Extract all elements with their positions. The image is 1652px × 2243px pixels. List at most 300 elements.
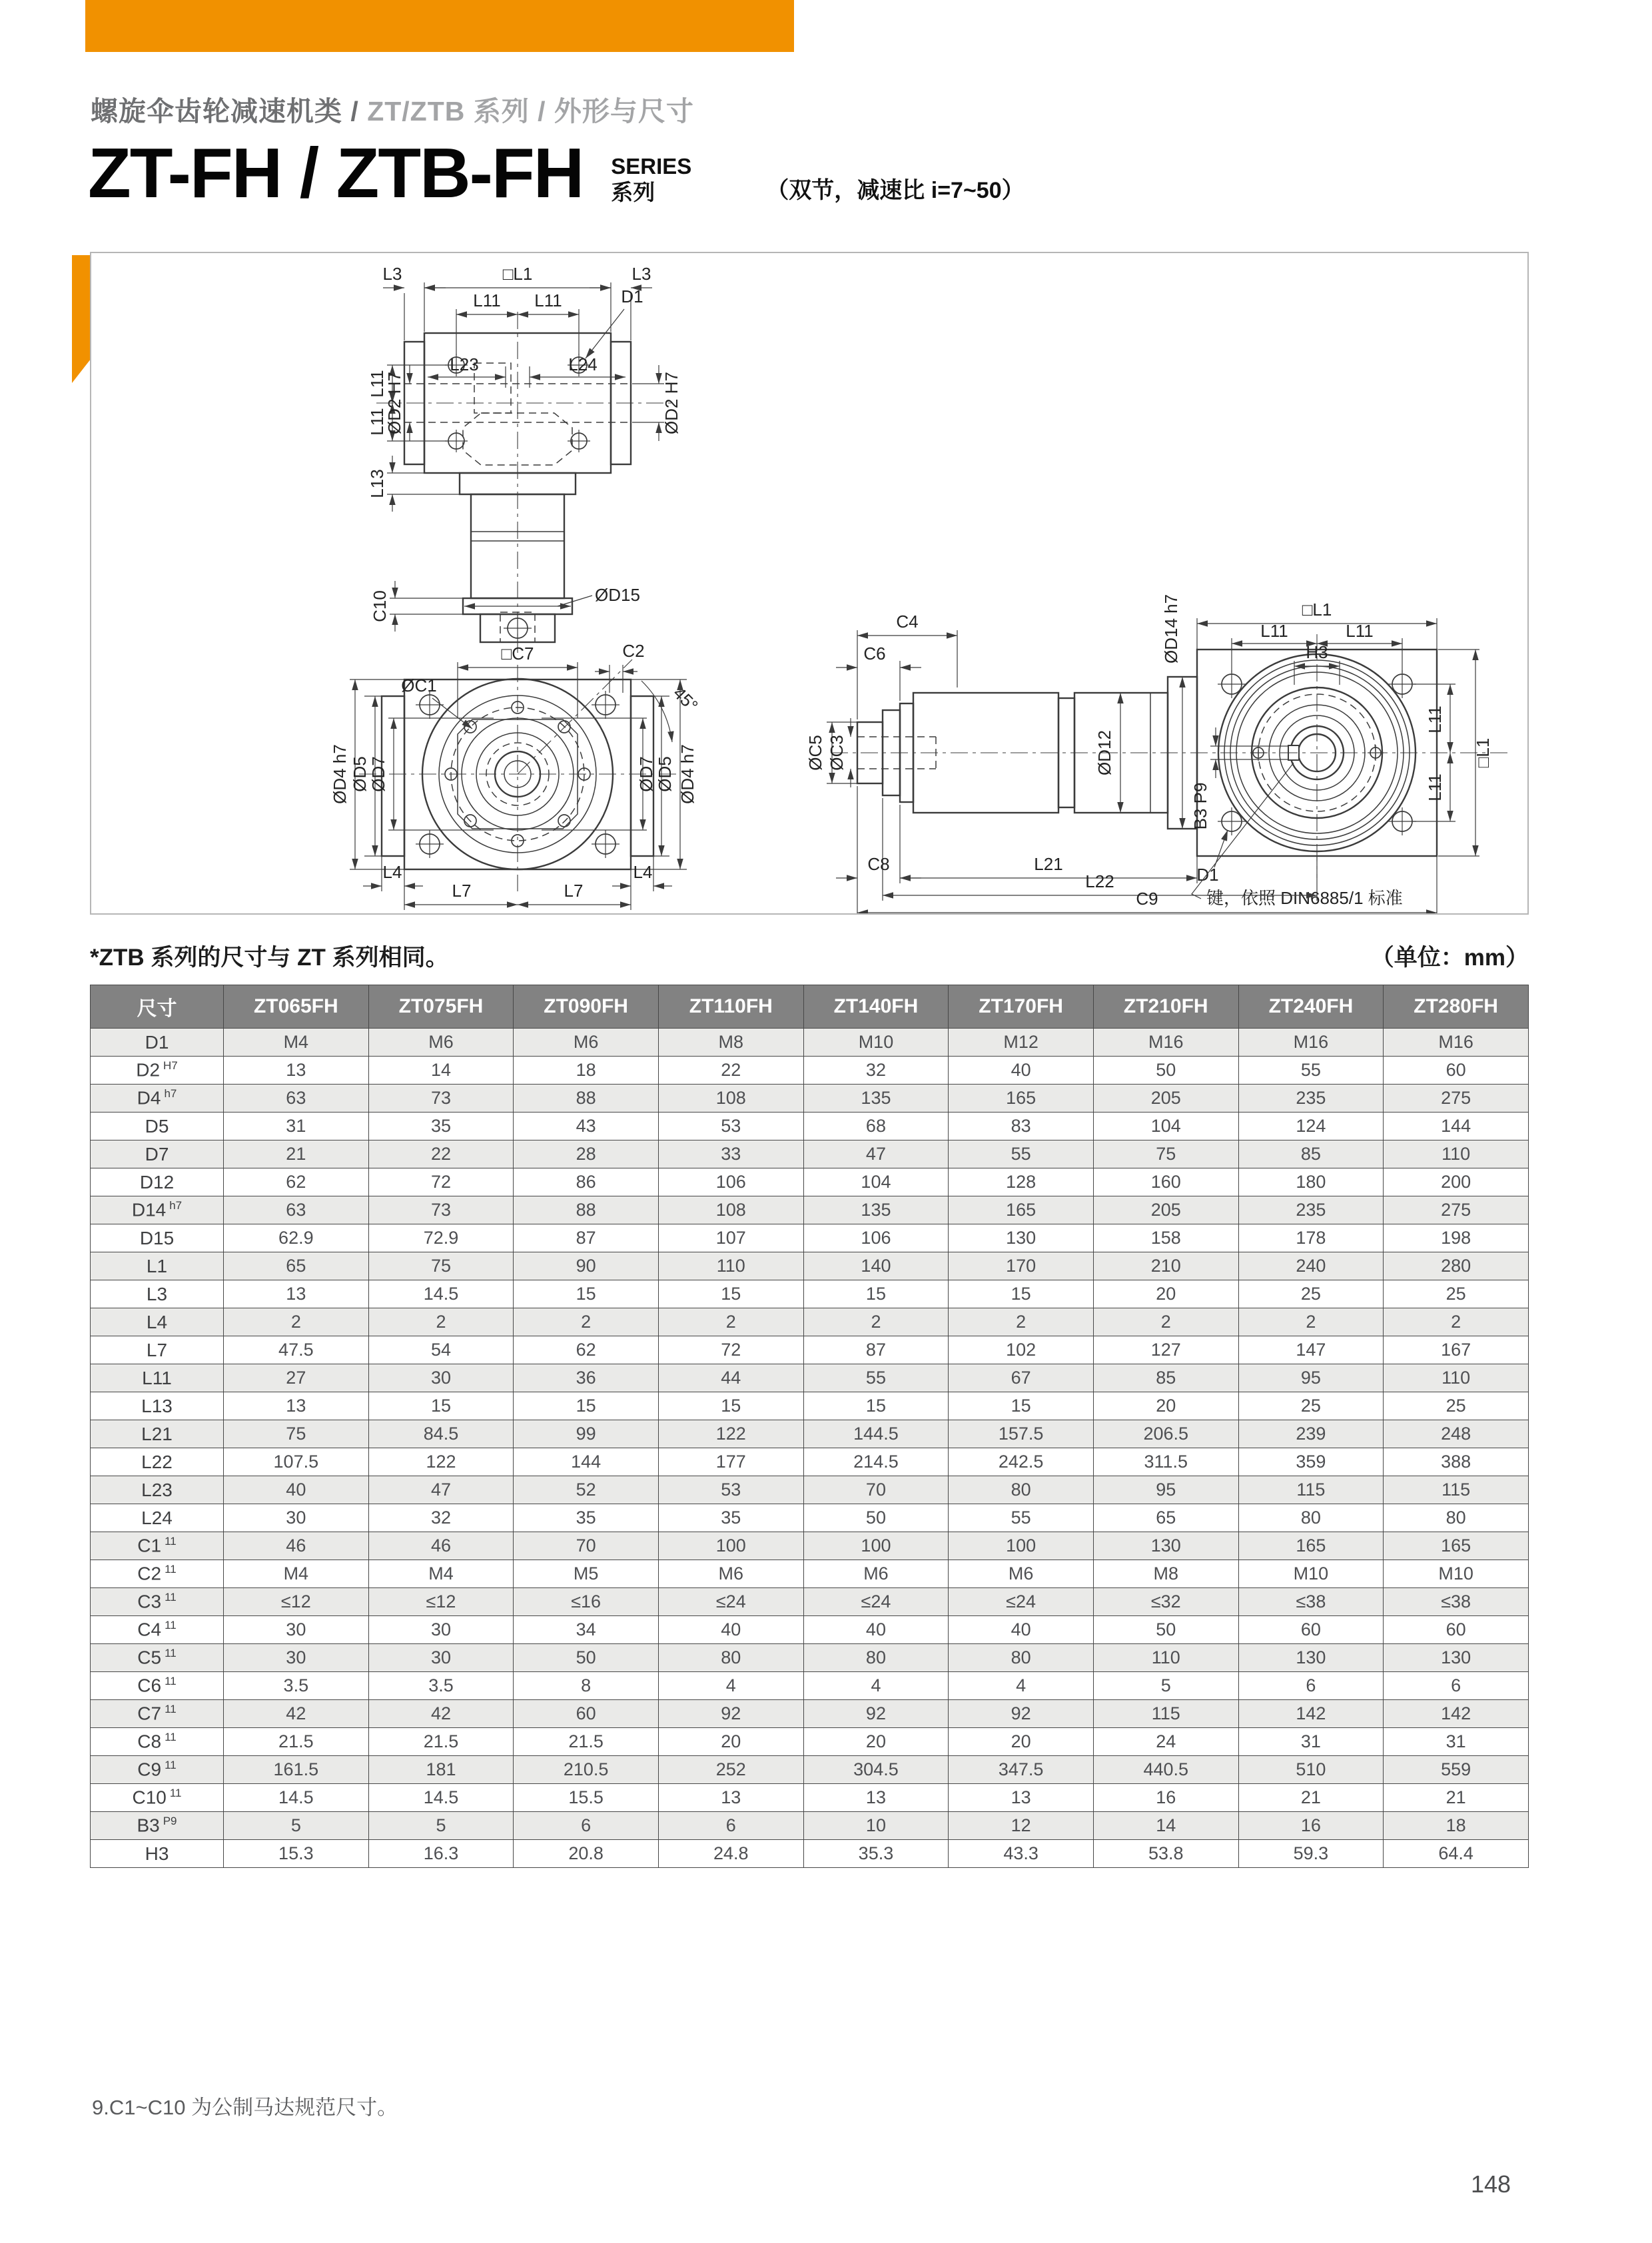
- value-cell: 53: [658, 1113, 803, 1140]
- dim-label-l24: L24: [568, 354, 598, 374]
- value-cell: 35: [658, 1504, 803, 1532]
- value-cell: M6: [949, 1560, 1094, 1588]
- value-cell: 32: [368, 1504, 514, 1532]
- value-cell: 104: [1093, 1113, 1238, 1140]
- value-cell: 52: [514, 1476, 659, 1504]
- value-cell: 181: [368, 1756, 514, 1784]
- value-cell: 6: [1384, 1672, 1529, 1700]
- column-header: ZT280FH: [1384, 985, 1529, 1029]
- value-cell: 47.5: [224, 1336, 369, 1364]
- column-header: ZT075FH: [368, 985, 514, 1029]
- value-cell: 2: [514, 1308, 659, 1336]
- value-cell: 115: [1238, 1476, 1384, 1504]
- dim-label-b3: B3 P9: [1190, 782, 1210, 830]
- value-cell: 65: [1093, 1504, 1238, 1532]
- row-label-suffix: P9: [163, 1815, 177, 1828]
- value-cell: 13: [224, 1057, 369, 1085]
- value-cell: 13: [803, 1784, 949, 1812]
- value-cell: 158: [1093, 1224, 1238, 1252]
- breadcrumb: [91, 89, 694, 129]
- row-label: D1: [91, 1029, 224, 1057]
- value-cell: 88: [514, 1196, 659, 1224]
- table-row: [91, 1504, 1529, 1532]
- row-label: L11: [91, 1364, 224, 1392]
- value-cell: ≤12: [368, 1588, 514, 1616]
- value-cell: 144.5: [803, 1420, 949, 1448]
- value-cell: 5: [224, 1812, 369, 1840]
- value-cell: 16: [1238, 1812, 1384, 1840]
- value-cell: ≤38: [1238, 1588, 1384, 1616]
- value-cell: 167: [1384, 1336, 1529, 1364]
- row-label-suffix: 11: [169, 1787, 182, 1800]
- value-cell: 62.9: [224, 1224, 369, 1252]
- table-row: [91, 1280, 1529, 1308]
- dim-label-c1: ØC1: [401, 675, 437, 695]
- value-cell: 20: [1093, 1280, 1238, 1308]
- side-view-drawing: [805, 594, 1510, 913]
- dim-label-d7: ØD7: [636, 756, 656, 792]
- value-cell: 86: [514, 1168, 659, 1196]
- value-cell: 135: [803, 1085, 949, 1113]
- value-cell: 40: [949, 1057, 1094, 1085]
- value-cell: 14: [368, 1057, 514, 1085]
- value-cell: 16: [1093, 1784, 1238, 1812]
- value-cell: 75: [1093, 1140, 1238, 1168]
- value-cell: 14.5: [368, 1784, 514, 1812]
- value-cell: M4: [368, 1560, 514, 1588]
- value-cell: 40: [658, 1616, 803, 1644]
- value-cell: 20: [803, 1728, 949, 1756]
- dim-label-c8: C8: [867, 854, 890, 874]
- table-row: [91, 1029, 1529, 1057]
- dim-label-l23: L23: [450, 354, 479, 374]
- dim-label-c4: C4: [896, 612, 919, 632]
- value-cell: 440.5: [1093, 1756, 1238, 1784]
- value-cell: 92: [658, 1700, 803, 1728]
- table-row: [91, 1588, 1529, 1616]
- value-cell: M5: [514, 1560, 659, 1588]
- dim-label-l13: L13: [367, 469, 387, 498]
- row-label: D5: [91, 1113, 224, 1140]
- value-cell: 205: [1093, 1085, 1238, 1113]
- value-cell: 160: [1093, 1168, 1238, 1196]
- value-cell: M6: [803, 1560, 949, 1588]
- row-label-suffix: 11: [165, 1703, 177, 1716]
- row-label: C10 $^{11}$: [91, 1784, 224, 1812]
- value-cell: 104: [803, 1168, 949, 1196]
- dim-label-d14: ØD14 h7: [1161, 594, 1181, 664]
- value-cell: 2: [368, 1308, 514, 1336]
- value-cell: 55: [949, 1140, 1094, 1168]
- row-label: D14 $^{h7}$: [91, 1196, 224, 1224]
- value-cell: M10: [803, 1029, 949, 1057]
- value-cell: M6: [658, 1560, 803, 1588]
- value-cell: 4: [658, 1672, 803, 1700]
- value-cell: 25: [1238, 1280, 1384, 1308]
- value-cell: 64.4: [1384, 1840, 1529, 1868]
- dim-label-l11: L11: [473, 290, 501, 310]
- value-cell: ≤32: [1093, 1588, 1238, 1616]
- value-cell: 36: [514, 1364, 659, 1392]
- value-cell: M12: [949, 1029, 1094, 1057]
- dim-label-l1: □L1: [502, 264, 533, 284]
- value-cell: 21.5: [514, 1728, 659, 1756]
- value-cell: 27: [224, 1364, 369, 1392]
- row-label-suffix: 11: [165, 1535, 177, 1548]
- value-cell: M8: [1093, 1560, 1238, 1588]
- value-cell: 180: [1238, 1168, 1384, 1196]
- value-cell: 62: [514, 1336, 659, 1364]
- table-row: [91, 1840, 1529, 1868]
- value-cell: 128: [949, 1168, 1094, 1196]
- value-cell: 25: [1384, 1392, 1529, 1420]
- value-cell: 70: [803, 1476, 949, 1504]
- value-cell: 55: [803, 1364, 949, 1392]
- value-cell: 122: [368, 1448, 514, 1476]
- value-cell: 24.8: [658, 1840, 803, 1868]
- row-label-suffix: 11: [165, 1759, 177, 1772]
- value-cell: 13: [224, 1280, 369, 1308]
- value-cell: 165: [1238, 1532, 1384, 1560]
- value-cell: 50: [514, 1644, 659, 1672]
- row-label: L3: [91, 1280, 224, 1308]
- value-cell: 130: [1238, 1644, 1384, 1672]
- dim-label-d12: ØD12: [1094, 730, 1114, 775]
- row-label-suffix: 11: [165, 1619, 177, 1632]
- value-cell: 106: [803, 1224, 949, 1252]
- table-row: [91, 1140, 1529, 1168]
- value-cell: 72.9: [368, 1224, 514, 1252]
- value-cell: 198: [1384, 1224, 1529, 1252]
- value-cell: 42: [224, 1700, 369, 1728]
- value-cell: 135: [803, 1196, 949, 1224]
- table-row: [91, 1196, 1529, 1224]
- value-cell: 15: [803, 1280, 949, 1308]
- column-header: ZT240FH: [1238, 985, 1384, 1029]
- dim-label-d4: ØD4 h7: [330, 744, 350, 804]
- table-row: [91, 1616, 1529, 1644]
- row-label: L4: [91, 1308, 224, 1336]
- value-cell: 42: [368, 1700, 514, 1728]
- value-cell: 210.5: [514, 1756, 659, 1784]
- row-label: L22: [91, 1448, 224, 1476]
- dim-label-l7: L7: [564, 881, 584, 901]
- value-cell: 30: [368, 1644, 514, 1672]
- value-cell: 85: [1238, 1140, 1384, 1168]
- value-cell: 165: [949, 1085, 1094, 1113]
- table-row: [91, 1532, 1529, 1560]
- value-cell: 130: [1093, 1532, 1238, 1560]
- value-cell: 60: [1238, 1616, 1384, 1644]
- value-cell: 10: [803, 1812, 949, 1840]
- table-note-row: [90, 939, 1529, 973]
- value-cell: 5: [1093, 1672, 1238, 1700]
- value-cell: 100: [658, 1532, 803, 1560]
- value-cell: 90: [514, 1252, 659, 1280]
- table-row: [91, 1644, 1529, 1672]
- table-row: [91, 1560, 1529, 1588]
- row-label-suffix: h7: [164, 1087, 177, 1101]
- value-cell: 21: [1238, 1784, 1384, 1812]
- value-cell: 31: [1384, 1728, 1529, 1756]
- technical-drawing-panel: [90, 252, 1529, 915]
- value-cell: 73: [368, 1085, 514, 1113]
- dim-label-d5: ØD5: [350, 756, 370, 792]
- dim-label-l11: L11: [367, 370, 387, 398]
- value-cell: 142: [1238, 1700, 1384, 1728]
- value-cell: M4: [224, 1560, 369, 1588]
- row-label: C5 $^{11}$: [91, 1644, 224, 1672]
- value-cell: 50: [803, 1504, 949, 1532]
- dim-label-l11: L11: [1260, 621, 1288, 641]
- table-row: [91, 1784, 1529, 1812]
- dim-label-c7: □C7: [501, 644, 534, 664]
- value-cell: 239: [1238, 1420, 1384, 1448]
- value-cell: M8: [658, 1029, 803, 1057]
- dimension-drawings: [91, 253, 1527, 913]
- value-cell: M16: [1384, 1029, 1529, 1057]
- value-cell: 205: [1093, 1196, 1238, 1224]
- value-cell: 108: [658, 1085, 803, 1113]
- value-cell: 12: [949, 1812, 1094, 1840]
- unit-note: （单位：mm）: [1370, 945, 1529, 971]
- value-cell: 122: [658, 1420, 803, 1448]
- value-cell: 170: [949, 1252, 1094, 1280]
- row-label: D4 $^{h7}$: [91, 1085, 224, 1113]
- value-cell: 75: [368, 1252, 514, 1280]
- table-row: [91, 1476, 1529, 1504]
- row-label: L7: [91, 1336, 224, 1364]
- value-cell: 6: [658, 1812, 803, 1840]
- dim-label-l22: L22: [1085, 871, 1114, 891]
- row-label: H3: [91, 1840, 224, 1868]
- row-label: C8 $^{11}$: [91, 1728, 224, 1756]
- value-cell: 35: [368, 1113, 514, 1140]
- value-cell: 15: [368, 1392, 514, 1420]
- table-row: [91, 1672, 1529, 1700]
- value-cell: 99: [514, 1420, 659, 1448]
- value-cell: 22: [368, 1140, 514, 1168]
- value-cell: 110: [658, 1252, 803, 1280]
- value-cell: M10: [1238, 1560, 1384, 1588]
- table-row: [91, 1420, 1529, 1448]
- value-cell: 55: [1238, 1057, 1384, 1085]
- value-cell: 115: [1093, 1700, 1238, 1728]
- row-label-suffix: 11: [165, 1675, 177, 1688]
- dim-label-d1: D1: [621, 286, 643, 306]
- dim-label-45deg: 45°: [669, 683, 702, 716]
- value-cell: 15: [803, 1392, 949, 1420]
- value-cell: M16: [1093, 1029, 1238, 1057]
- table-row: [91, 1252, 1529, 1280]
- value-cell: 16.3: [368, 1840, 514, 1868]
- value-cell: 110: [1384, 1140, 1529, 1168]
- series-label-en: SERIES: [611, 153, 692, 179]
- row-label-suffix: H7: [163, 1059, 178, 1073]
- value-cell: 2: [224, 1308, 369, 1336]
- value-cell: 6: [1238, 1672, 1384, 1700]
- dim-label-l21: L21: [1034, 854, 1063, 874]
- row-label-suffix: 11: [165, 1591, 177, 1604]
- value-cell: 15: [658, 1280, 803, 1308]
- value-cell: 28: [514, 1140, 659, 1168]
- top-view-drawing: [367, 264, 681, 653]
- value-cell: 311.5: [1093, 1448, 1238, 1476]
- column-header: ZT090FH: [514, 985, 659, 1029]
- value-cell: 13: [224, 1392, 369, 1420]
- row-label: D2 $^{H7}$: [91, 1057, 224, 1085]
- value-cell: 388: [1384, 1448, 1529, 1476]
- value-cell: 15: [949, 1280, 1094, 1308]
- value-cell: 8: [514, 1672, 659, 1700]
- dim-label-d1: D1: [1196, 865, 1219, 885]
- value-cell: 140: [803, 1252, 949, 1280]
- value-cell: 14: [1093, 1812, 1238, 1840]
- value-cell: 252: [658, 1756, 803, 1784]
- value-cell: 15.3: [224, 1840, 369, 1868]
- value-cell: 115: [1384, 1476, 1529, 1504]
- row-label-suffix: 11: [165, 1731, 177, 1744]
- value-cell: 178: [1238, 1224, 1384, 1252]
- row-label: C1 $^{11}$: [91, 1532, 224, 1560]
- dim-label-d4: ØD4 h7: [677, 744, 697, 804]
- table-row: [91, 1057, 1529, 1085]
- value-cell: 80: [1238, 1504, 1384, 1532]
- value-cell: 87: [514, 1224, 659, 1252]
- value-cell: 15.5: [514, 1784, 659, 1812]
- dim-label-l4: L4: [633, 862, 653, 882]
- value-cell: 144: [1384, 1113, 1529, 1140]
- table-row: [91, 1392, 1529, 1420]
- footnote: 9.C1~C10 为公制马达规范尺寸。: [92, 2096, 398, 2119]
- value-cell: 106: [658, 1168, 803, 1196]
- value-cell: 30: [368, 1616, 514, 1644]
- value-cell: 72: [368, 1168, 514, 1196]
- value-cell: 92: [803, 1700, 949, 1728]
- value-cell: 25: [1238, 1392, 1384, 1420]
- value-cell: 22: [658, 1057, 803, 1085]
- page-number: 148: [1471, 2170, 1511, 2198]
- row-label: B3 $^{P9}$: [91, 1812, 224, 1840]
- value-cell: 347.5: [949, 1756, 1094, 1784]
- value-cell: 75: [224, 1420, 369, 1448]
- value-cell: 21.5: [224, 1728, 369, 1756]
- value-cell: 30: [368, 1364, 514, 1392]
- value-cell: M16: [1238, 1029, 1384, 1057]
- value-cell: 60: [1384, 1057, 1529, 1085]
- value-cell: 108: [658, 1196, 803, 1224]
- value-cell: ≤38: [1384, 1588, 1529, 1616]
- value-cell: 3.5: [224, 1672, 369, 1700]
- value-cell: 95: [1238, 1364, 1384, 1392]
- value-cell: 95: [1093, 1476, 1238, 1504]
- dim-label-c2: C2: [622, 641, 645, 661]
- value-cell: 206.5: [1093, 1420, 1238, 1448]
- value-cell: 20: [949, 1728, 1094, 1756]
- dimension-column-header: 尺寸: [91, 985, 224, 1029]
- dimensions-table: [90, 985, 1529, 1868]
- dim-label-c3: ØC3: [827, 735, 847, 771]
- value-cell: M6: [368, 1029, 514, 1057]
- value-cell: 110: [1384, 1364, 1529, 1392]
- value-cell: 20.8: [514, 1840, 659, 1868]
- value-cell: 55: [949, 1504, 1094, 1532]
- column-header: ZT065FH: [224, 985, 369, 1029]
- value-cell: 30: [224, 1616, 369, 1644]
- dim-label-l1: □L1: [1302, 600, 1332, 620]
- value-cell: 142: [1384, 1700, 1529, 1728]
- row-label: D7: [91, 1140, 224, 1168]
- value-cell: 21: [1384, 1784, 1529, 1812]
- value-cell: 3.5: [368, 1672, 514, 1700]
- value-cell: 92: [949, 1700, 1094, 1728]
- row-label: C4 $^{11}$: [91, 1616, 224, 1644]
- value-cell: 35.3: [803, 1840, 949, 1868]
- value-cell: 280: [1384, 1252, 1529, 1280]
- row-label-suffix: 11: [165, 1647, 177, 1660]
- value-cell: 4: [803, 1672, 949, 1700]
- row-label: C9 $^{11}$: [91, 1756, 224, 1784]
- value-cell: 63: [224, 1085, 369, 1113]
- table-row: [91, 1448, 1529, 1476]
- value-cell: 275: [1384, 1196, 1529, 1224]
- value-cell: 54: [368, 1336, 514, 1364]
- row-label: L24: [91, 1504, 224, 1532]
- dim-label-c5: ØC5: [805, 735, 825, 771]
- row-label: L1: [91, 1252, 224, 1280]
- value-cell: 46: [224, 1532, 369, 1560]
- value-cell: 275: [1384, 1085, 1529, 1113]
- value-cell: 35: [514, 1504, 659, 1532]
- value-cell: 100: [949, 1532, 1094, 1560]
- series-label: [611, 153, 691, 207]
- value-cell: 510: [1238, 1756, 1384, 1784]
- row-label: C3 $^{11}$: [91, 1588, 224, 1616]
- value-cell: ≤24: [658, 1588, 803, 1616]
- row-label: D12: [91, 1168, 224, 1196]
- dim-label-l3: L3: [631, 264, 651, 284]
- dim-label-l11: L11: [1425, 773, 1445, 801]
- dim-label-c6: C6: [863, 644, 886, 664]
- table-row: [91, 1224, 1529, 1252]
- value-cell: 47: [803, 1140, 949, 1168]
- dim-label-d5: ØD5: [655, 756, 675, 792]
- table-row: [91, 1113, 1529, 1140]
- value-cell: 110: [1093, 1644, 1238, 1672]
- value-cell: 18: [514, 1057, 659, 1085]
- value-cell: 60: [514, 1700, 659, 1728]
- column-header: ZT210FH: [1093, 985, 1238, 1029]
- value-cell: 214.5: [803, 1448, 949, 1476]
- value-cell: 240: [1238, 1252, 1384, 1280]
- value-cell: 127: [1093, 1336, 1238, 1364]
- value-cell: 83: [949, 1113, 1094, 1140]
- dim-label-l7: L7: [452, 881, 472, 901]
- row-label: L23: [91, 1476, 224, 1504]
- table-row: [91, 1700, 1529, 1728]
- value-cell: 80: [949, 1476, 1094, 1504]
- row-label-suffix: h7: [169, 1199, 183, 1212]
- series-label-cn: 系列: [611, 180, 655, 205]
- value-cell: 80: [803, 1644, 949, 1672]
- row-label: L13: [91, 1392, 224, 1420]
- value-cell: 210: [1093, 1252, 1238, 1280]
- value-cell: 15: [949, 1392, 1094, 1420]
- table-row: [91, 1168, 1529, 1196]
- value-cell: 80: [1384, 1504, 1529, 1532]
- row-label: C6 $^{11}$: [91, 1672, 224, 1700]
- table-header-row: [91, 985, 1529, 1029]
